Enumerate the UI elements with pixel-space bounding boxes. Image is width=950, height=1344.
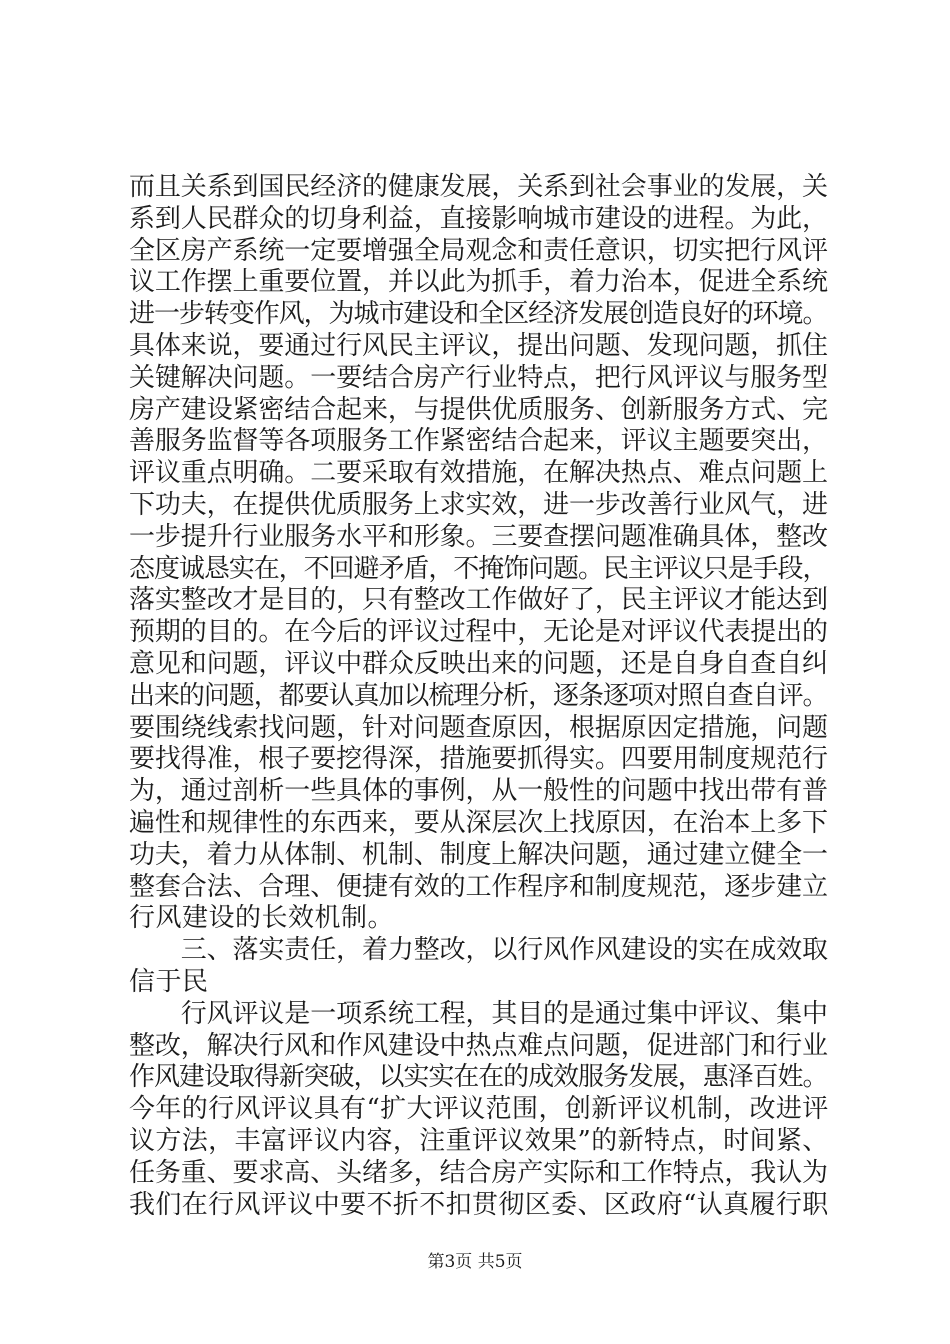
text-line: 意见和问题，评议中群众反映出来的问题，还是自身自查自纠 — [129, 648, 828, 679]
text-line: 评议重点明确。二要采取有效措施，在解决热点、难点问题上 — [129, 458, 828, 489]
text-line: 出来的问题，都要认真加以梳理分析，逐条逐项对照自查自评。 — [129, 680, 828, 711]
text-line: 要围绕线索找问题，针对问题查原因，根据原因定措施，问题 — [129, 712, 828, 743]
text-line: 房产建设紧密结合起来，与提供优质服务、创新服务方式、完 — [129, 394, 828, 425]
text-line: 善服务监督等各项服务工作紧密结合起来，评议主题要突出， — [129, 426, 828, 457]
text-line: 遍性和规律性的东西来，要从深层次上找原因，在治本上多下 — [129, 807, 828, 838]
text-line: 整套合法、合理、便捷有效的工作程序和制度规范，逐步建立 — [129, 871, 828, 902]
text-line: 关键解决问题。一要结合房产行业特点，把行风评议与服务型 — [129, 362, 828, 393]
text-line: 系到人民群众的切身利益，直接影响城市建设的进程。为此， — [129, 203, 828, 234]
text-line: 功夫，着力从体制、机制、制度上解决问题，通过建立健全一 — [129, 839, 828, 870]
text-line: 三、落实责任，着力整改，以行风作风建设的实在成效取 — [129, 935, 828, 966]
text-line: 态度诚恳实在，不回避矛盾，不掩饰问题。民主评议只是手段， — [129, 553, 828, 584]
text-line: 下功夫，在提供优质服务上求实效，进一步改善行业风气，进 — [129, 489, 828, 520]
text-line: 为，通过剖析一些具体的事例，从一般性的问题中找出带有普 — [129, 776, 828, 807]
text-line: 议工作摆上重要位置，并以此为抓手，着力治本，促进全系统 — [129, 267, 828, 298]
text-line: 我们在行风评议中要不折不扣贯彻区委、区政府“认真履行职 — [129, 1189, 829, 1220]
text-line: 作风建设取得新突破，以实实在在的成效服务发展，惠泽百姓。 — [129, 1062, 828, 1093]
text-line: 预期的目的。在今后的评议过程中，无论是对评议代表提出的 — [129, 617, 828, 648]
text-line: 整改，解决行风和作风建设中热点难点问题，促进部门和行业 — [129, 1030, 828, 1061]
text-line: 今年的行风评议具有“扩大评议范围，创新评议机制，改进评 — [129, 1094, 829, 1125]
text-line: 任务重、要求高、头绪多，结合房产实际和工作特点，我认为 — [129, 1157, 828, 1188]
text-line: 行风评议是一项系统工程，其目的是通过集中评议、集中 — [129, 998, 828, 1029]
text-line: 进一步转变作风，为城市建设和全区经济发展创造良好的环境。 — [129, 299, 828, 330]
text-line: 而且关系到国民经济的健康发展，关系到社会事业的发展，关 — [129, 172, 828, 202]
text-line: 信于民 — [129, 966, 209, 997]
text-line: 一步提升行业服务水平和形象。三要查摆问题准确具体，整改 — [129, 521, 828, 552]
document-body — [129, 172, 829, 1221]
text-line: 具体来说，要通过行风民主评议，提出问题、发现问题，抓住 — [129, 330, 828, 361]
text-line: 全区房产系统一定要增强全局观念和责任意识，切实把行风评 — [129, 235, 828, 266]
text-line: 落实整改才是目的，只有整改工作做好了，民主评议才能达到 — [129, 585, 828, 616]
text-line: 议方法，丰富评议内容，注重评议效果”的新特点，时间紧、 — [129, 1125, 829, 1156]
text-line: 行风建设的长效机制。 — [129, 903, 395, 934]
page-footer: 第3页 共5页 — [427, 1252, 523, 1272]
text-line: 要找得准，根子要挖得深，措施要抓得实。四要用制度规范行 — [129, 744, 828, 775]
